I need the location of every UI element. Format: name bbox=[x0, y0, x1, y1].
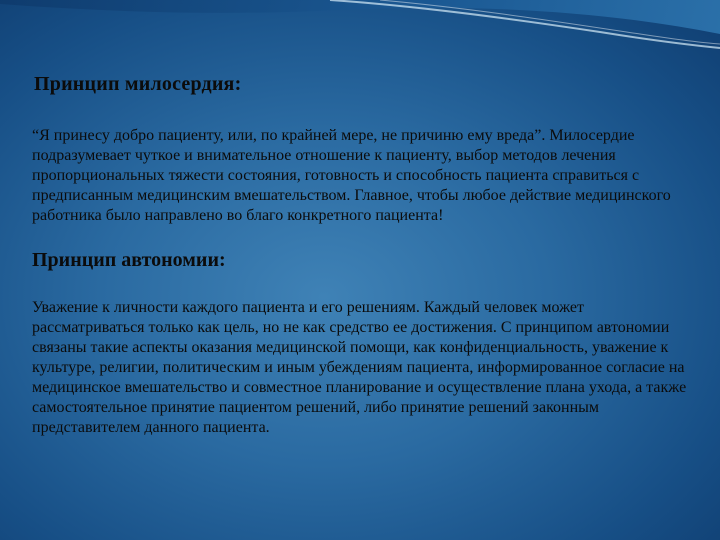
paragraph-autonomy-principle: Уважение к личности каждого пациента и его решениям. Каждый человек может рассматриваться только как цель, но не как средство ее достижения. С принципом автономии связаны такие аспекты оказания медицинской помощи, как конфиденциальность, уважение к культуре, религии, политическим и иным убеждениям пациента, информированное согласие на медицинское вмешательство и совместное планирование и осуществление плана ухода, а также самостоятельное принятие пациентом решений, либо принятие решений законным представителем данного пациента. bbox=[32, 299, 687, 436]
slide-content bbox=[32, 72, 692, 438]
heading-autonomy-principle: Принцип автономии: bbox=[32, 249, 226, 271]
top-wave-decoration bbox=[0, 0, 720, 70]
paragraph-mercy-principle: “Я принесу добро пациенту, или, по крайней мере, не причиню ему вреда”. Милосердие подразумевает чуткое и внимательное отношение к пациенту, выбор методов лечения пропорциональных тяжести состояния, готовность и способность пациента справиться с предписанным медицинским вмешательством. Главное, чтобы любое действие медицинского работника было направлено во благо конкретного пациента! bbox=[32, 127, 671, 224]
heading-mercy-principle: Принцип милосердия: bbox=[34, 73, 242, 95]
